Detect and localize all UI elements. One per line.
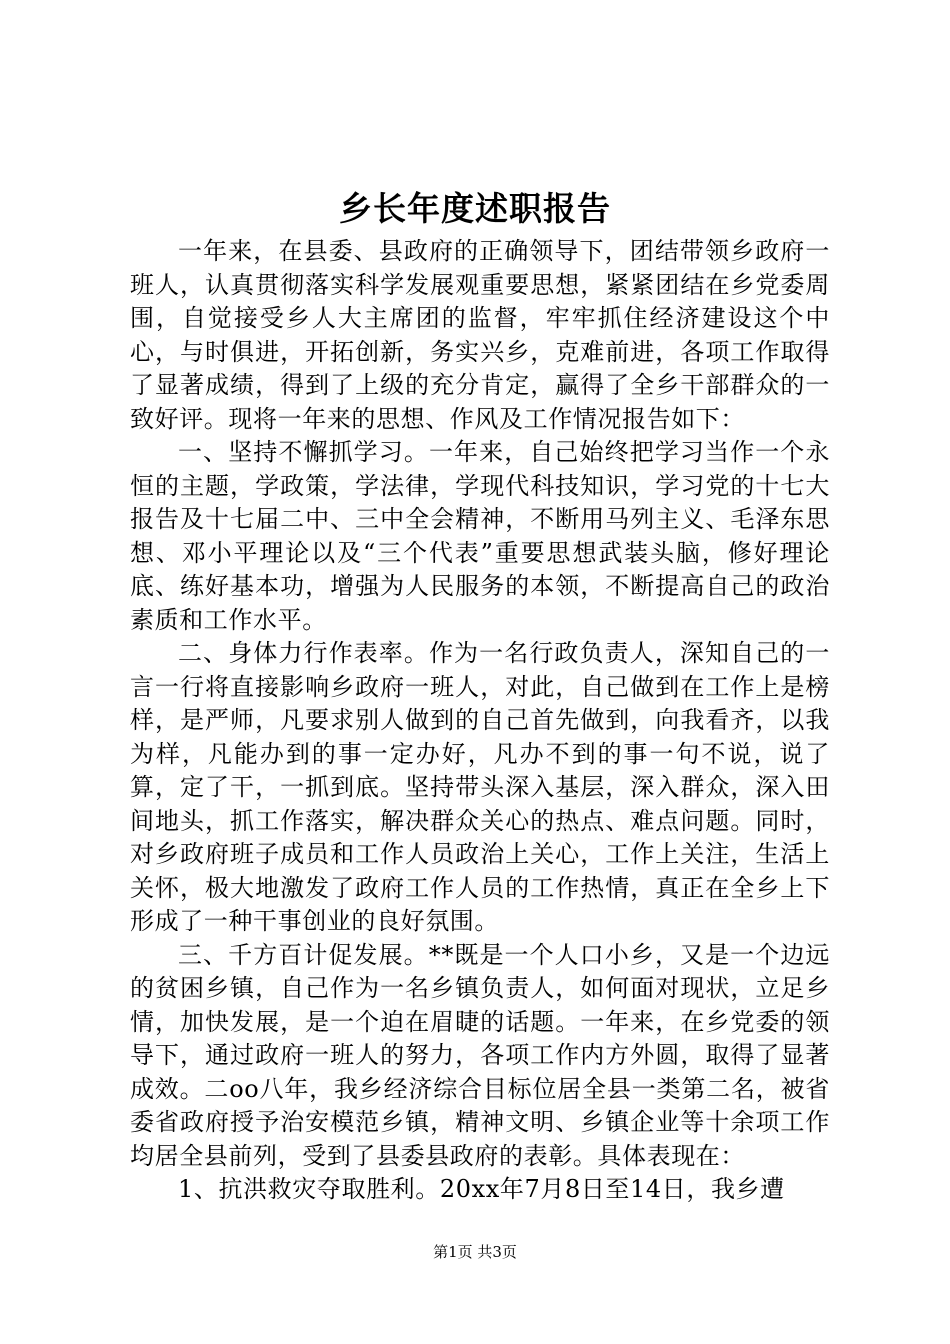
paragraph-leadership: 二、身体力行作表率。作为一名行政负责人，深知自己的一言一行将直接影响乡政府一班人，对此，自己做到在工作上是榜样，是严师，凡要求别人做到的自己首先做到，向我看齐，以我为样，凡能办到的事一定办好，凡办不到的事一句不说，说了算，定了干，一抓到底。坚持带头深入基层，深入群众，深入田间地头，抓工作落实，解决群众关心的热点、难点问题。同时，对乡政府班子成员和工作人员政治上关心，工作上关注，生活上关怀，极大地激发了政府工作人员的工作热情，真正在全乡上下形成了一种干事创业的良好氛围。 — [130, 639, 830, 935]
paragraph-intro: 一年来，在县委、县政府的正确领导下，团结带领乡政府一班人，认真贯彻落实科学发展观重要思想，紧紧团结在乡党委周围，自觉接受乡人大主席团的监督，牢牢抓住经济建设这个中心，与时俱进，开拓创新，务实兴乡，克难前进，各项工作取得了显著成绩，得到了上级的充分肯定，赢得了全乡干部群众的一致好评。现将一年来的思想、作风及工作情况报告如下： — [130, 237, 830, 433]
document-body — [130, 235, 830, 1207]
document-title: 乡长年度述职报告 — [339, 189, 611, 228]
page-number-footer: 第1页 共3页 — [433, 1243, 517, 1261]
paragraph-flood-relief: 1、抗洪救灾夺取胜利。20xx年7月8日至14日，我乡遭 — [178, 1175, 785, 1203]
paragraph-development: 三、千方百计促发展。**既是一个人口小乡，又是一个边远的贫困乡镇，自己作为一名乡镇负责人，如何面对现状，立足乡情，加快发展，是一个迫在眉睫的话题。一年来，在乡党委的领导下，通过政府一班人的努力，各项工作内方外圆，取得了显著成效。二oo八年，我乡经济综合目标位居全县一类第二名，被省委省政府授予治安模范乡镇，精神文明、乡镇企业等十余项工作均居全县前列，受到了县委县政府的表彰。具体表现在： — [130, 940, 830, 1170]
paragraph-study: 一、坚持不懈抓学习。一年来，自己始终把学习当作一个永恒的主题，学政策，学法律，学现代科技知识，学习党的十七大报告及十七届二中、三中全会精神，不断用马列主义、毛泽东思想、邓小平理论以及“三个代表”重要思想武装头脑，修好理论底、练好基本功，增强为人民服务的本领，不断提高自己的政治素质和工作水平。 — [130, 438, 830, 634]
